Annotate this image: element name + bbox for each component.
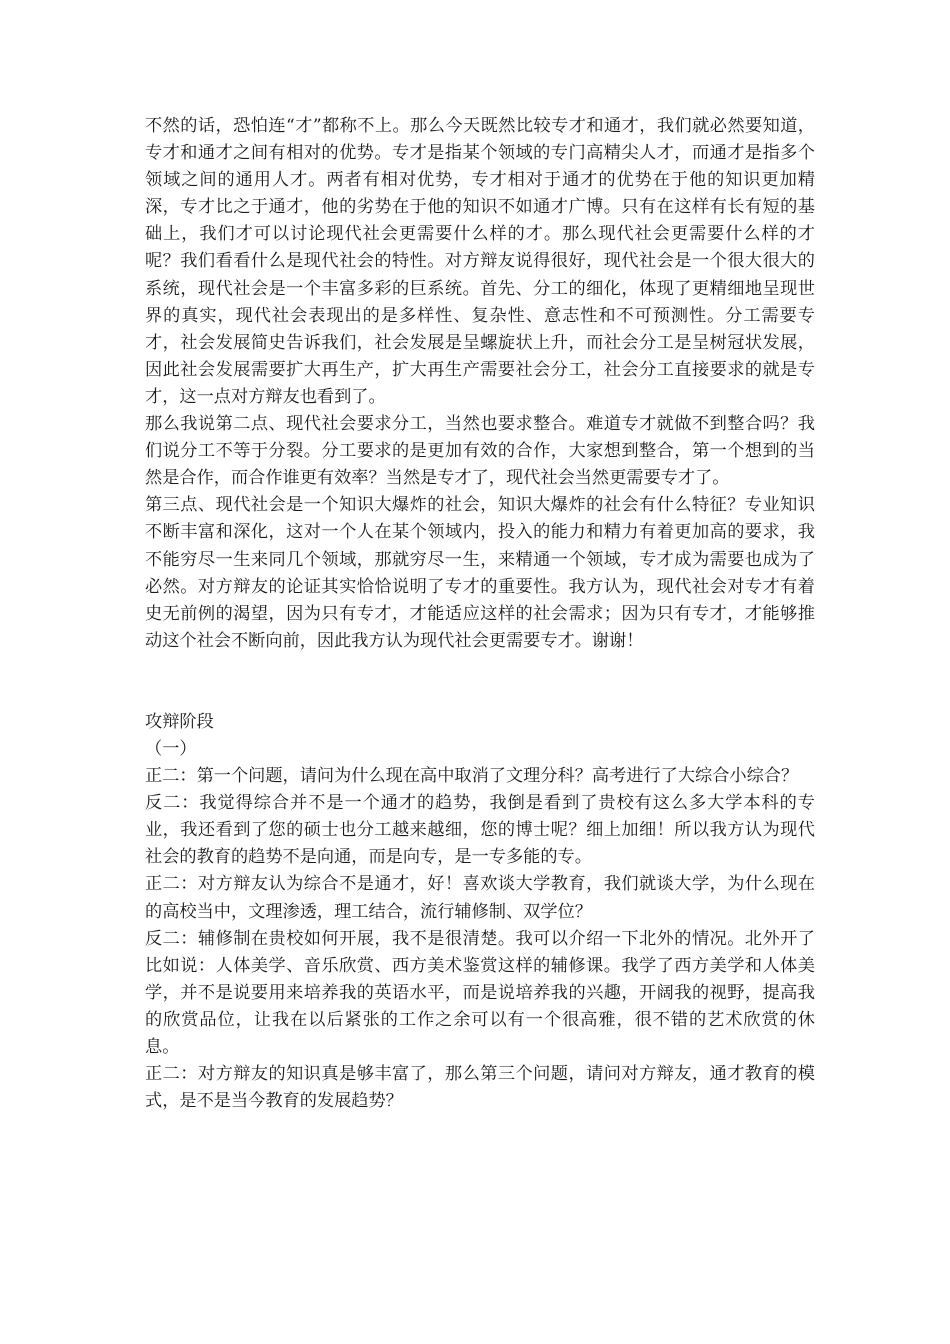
dialogue-line: 反二：我觉得综合并不是一个通才的趋势，我倒是看到了贵校有这么多大学本科的专业，我还看到了您的硕士也分工越来越细，您的博士呢？细上加细！所以我方认为现代社会的教育的趋势不是向通，而是向专，是一专多能的专。	[145, 793, 815, 868]
section-title: 攻辩阶段	[145, 711, 214, 732]
dialogue-line: 正二：第一个问题，请问为什么现在高中取消了文理分科？高考进行了大综合小综合？	[145, 766, 799, 787]
subsection-label: （一）	[145, 738, 197, 759]
body-paragraph: 第三点、现代社会是一个知识大爆炸的社会，知识大爆炸的社会有什么特征？专业知识不断丰富和深化，这对一个人在某个领域内，投入的能力和精力有着更加高的要求，我不能穷尽一生来同几个领域，那就穷尽一生，来精通一个领域，专才成为需要也成为了必然。对方辩友的论证其实恰恰说明了专才的重要性。我方认为，现代社会对专才有着史无前例的渴望，因为只有专才，才能适应这样的社会需求；因为只有专才，才能够推动这个社会不断向前，因此我方认为现代社会更需要专才。谢谢！	[145, 495, 815, 651]
section-spacer	[145, 655, 815, 709]
document-page	[145, 113, 815, 1115]
body-paragraph: 不然的话，恐怕连“才”都称不上。那么今天既然比较专才和通才，我们就必然要知道，专才和通才之间有相对的优势。专才是指某个领域的专门高精尖人才，而通才是指多个领域之间的通用人才。两者有相对优势，专才相对于通才的优势在于他的知识更加精深，专才比之于通才，他的劣势在于他的知识不如通才广博。只有在这样有长有短的基础上，我们才可以讨论现代社会更需要什么样的才。那么现代社会更需要什么样的才呢？我们看看什么是现代社会的特性。对方辩友说得很好，现代社会是一个很大很大的系统，现代社会是一个丰富多彩的巨系统。首先、分工的细化，体现了更精细地呈现世界的真实，现代社会表现出的是多样性、复杂性、意志性和不可预测性。分工需要专才，社会发展简史告诉我们，社会发展是呈螺旋状上升，而社会分工是呈树冠状发展，因此社会发展需要扩大再生产，扩大再生产需要社会分工，社会分工直接要求的就是专才，这一点对方辩友也看到了。	[145, 116, 815, 407]
body-paragraph: 那么我说第二点、现代社会要求分工，当然也要求整合。难道专才就做不到整合吗？我们说分工不等于分裂。分工要求的是更加有效的合作，大家想到整合，第一个想到的当然是合作，而合作谁更有效率？当然是专才了，现代社会当然更需要专才了。	[145, 414, 815, 489]
dialogue-line: 正二：对方辩友的知识真是够丰富了，那么第三个问题，请问对方辩友，通才教育的模式，是不是当今教育的发展趋势？	[145, 1064, 815, 1112]
dialogue-line: 反二：辅修制在贵校如何开展，我不是很清楚。我可以介绍一下北外的情况。北外开了比如说：人体美学、音乐欣赏、西方美术鉴赏这样的辅修课。我学了西方美学和人体美学，并不是说要用来培养我的英语水平，而是说培养我的兴趣，开阔我的视野，提高我的欣赏品位，让我在以后紧张的工作之余可以有一个很高雅，很不错的艺术欣赏的休息。	[145, 928, 815, 1057]
dialogue-line: 正二：对方辩友认为综合不是通才，好！喜欢谈大学教育，我们就谈大学，为什么现在的高校当中，文理渗透，理工结合，流行辅修制、双学位？	[145, 874, 815, 922]
